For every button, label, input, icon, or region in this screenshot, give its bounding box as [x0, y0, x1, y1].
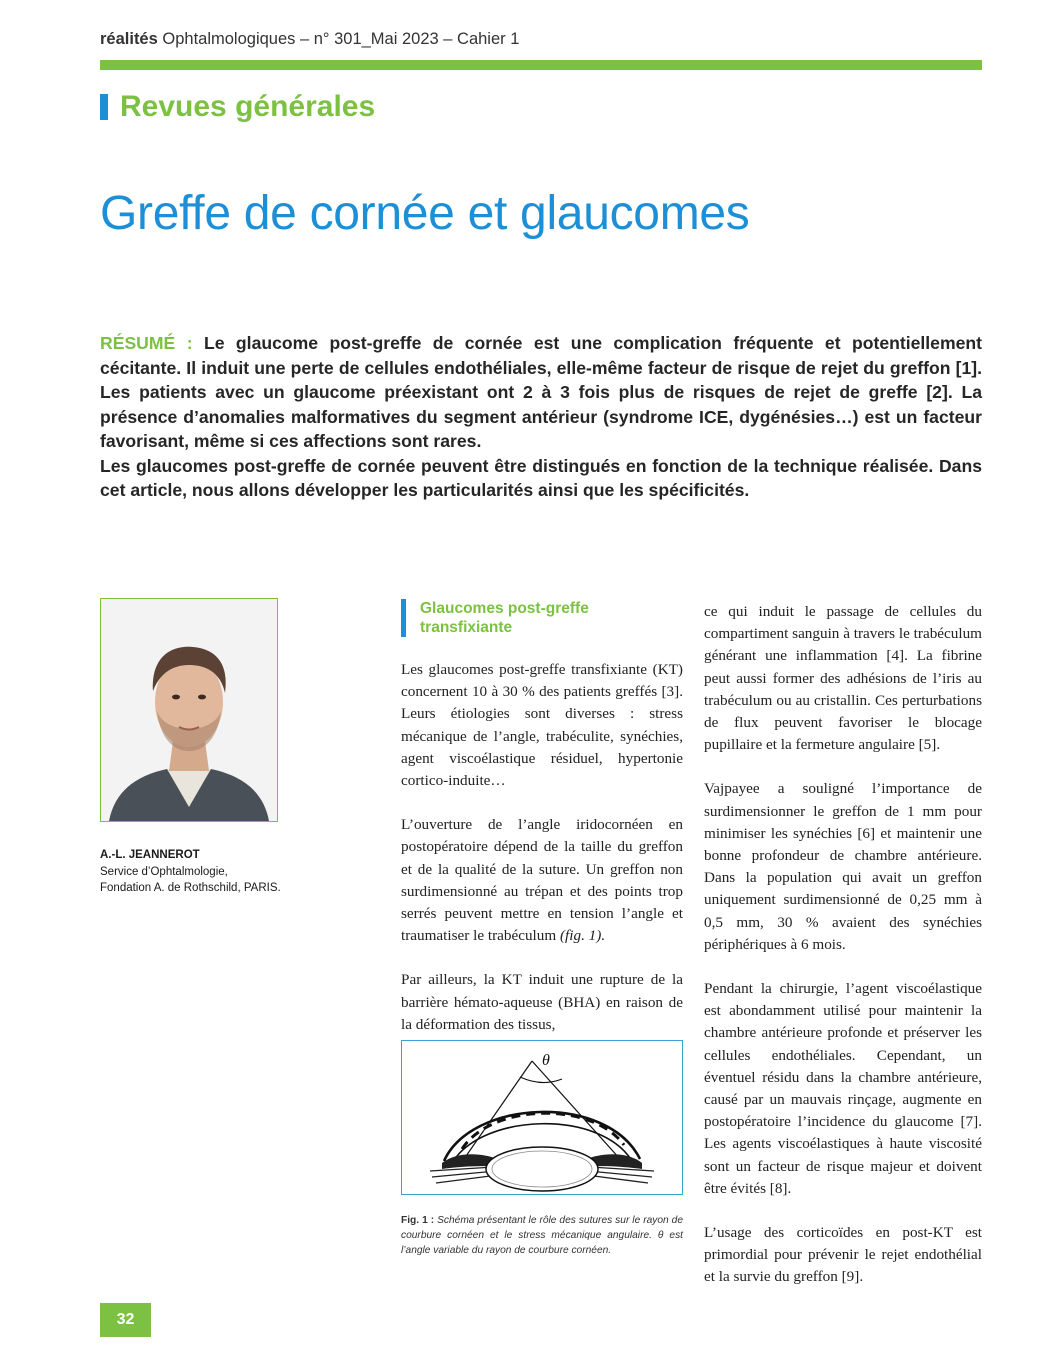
- abstract-text-1: Le glaucome post-greffe de cornée est une complication fréquente et potentiellement cécitante. Il induit une perte de cellules endothéliales, elle-même facteur de risque de rejet du greffon [1]. Les patients avec un glaucome préexistant ont 2 à 3 fois plus de risques de rejet de greffe [2]. La présence d’anomalies malformatives du segment antérieur (syndrome ICE, dygénésies…) est un facteur favorisant, même si ces affections sont rares.: [100, 333, 982, 451]
- body-column-2: [704, 601, 982, 1311]
- figure-caption-label: Fig. 1 :: [401, 1215, 435, 1226]
- col1-paragraph-1: Les glaucomes post-greffe transfixiante (KT) concernent 10 à 30 % des patients greffés [3]. Leurs étiologies sont diverses : stress mécanique de l’angle, trabéculite, synéchies, agent viscoélastique résiduel, hypertonie cortico-induite…: [401, 661, 683, 790]
- subheading-marker: [401, 599, 406, 637]
- col1-paragraph-2: [401, 814, 683, 947]
- figure-caption-text: Schéma présentant le rôle des sutures sur le rayon de courbure cornéen et le stress mécanique angulaire. θ est l’angle variable du rayon de courbure cornéen.: [401, 1215, 683, 1257]
- author-name: A.-L. JEANNEROT: [100, 849, 200, 861]
- col2-paragraph-3: Pendant la chirurgie, l’agent viscoélastique est abondamment utilisé pour maintenir la chambre antérieure profonde et préserver les cellules endothéliales. Cependant, un éventuel résidu dans la chambre antérieure, causé par un mauvais rinçage, augmente en postopératoire l’incidence du glaucome [7]. Les agents viscoélastiques à haute viscosité sont un facteur de risque majeur et doivent être évités [8].: [704, 980, 982, 1197]
- theta-label: θ: [542, 1052, 550, 1069]
- page-number: 32: [100, 1303, 151, 1337]
- abstract: [100, 331, 982, 503]
- abstract-paragraph-2: Les glaucomes post-greffe de cornée peuvent être distingués en fonction de la technique réalisée. Dans cet article, nous allons développer les particularités ainsi que les spécificités.: [100, 455, 982, 500]
- author-affiliation: [100, 865, 281, 896]
- figure-caption: [401, 1213, 683, 1259]
- figure-1: [401, 1040, 683, 1195]
- col2-paragraph-4: L’usage des corticoïdes en post-KT est primordial pour prévenir le rejet endothélial et la survie du greffon [9].: [704, 1224, 982, 1286]
- author-portrait-icon: [101, 599, 277, 821]
- subheading-text: Glaucomes post-greffe transfixiante: [420, 600, 589, 636]
- col1-paragraph-2-text: L’ouverture de l’angle iridocornéen en postopératoire dépend de la taille du greffon et de la qualité de la suture. Un greffon non surdimensionné au trépan et des points trop serrés peuvent mettre en tension l’angle et traumatiser le trabéculum: [401, 816, 683, 945]
- section-marker: [100, 94, 108, 120]
- section-label: [100, 90, 375, 124]
- journal-issue: Ophtalmologiques – n° 301_Mai 2023 – Cahier 1: [162, 30, 520, 48]
- author-photo: [100, 598, 278, 822]
- journal-brand: réalités: [100, 30, 158, 48]
- article-title: Greffe de cornée et glaucomes: [100, 187, 750, 240]
- author-affiliation-line-1: Service d’Ophtalmologie,: [100, 866, 228, 878]
- body-column-1: [401, 659, 683, 1058]
- abstract-paragraph-1: [100, 331, 982, 454]
- col1-paragraph-3: Par ailleurs, la KT induit une rupture de la barrière hémato-aqueuse (BHA) en raison de la déformation des tissus,: [401, 971, 683, 1033]
- figure-reference: (fig. 1).: [559, 927, 606, 945]
- author-affiliation-line-2: Fondation A. de Rothschild, PARIS.: [100, 881, 281, 894]
- abstract-lead: RÉSUMÉ :: [100, 333, 193, 353]
- col2-paragraph-1: ce qui induit le passage de cellules du compartiment sanguin à travers le trabéculum générant une inflammation [4]. La fibrine peut aussi former des adhésions de l’iris au trabéculum ou au cristallin. Ces perturbations de flux peuvent favoriser le blocage pupillaire et la fermeture angulaire [5].: [704, 603, 982, 754]
- col2-paragraph-2: Vajpayee a souligné l’importance de surdimensionner le greffon de 1 mm pour minimiser les synéchies [6] et maintenir une bonne profondeur de chambre antérieure. Dans la population qui avait un greffon uniquement surdimensionné de 0,25 mm à 0,5 mm, 30 % avaient des synéchies périphériques à 6 mois.: [704, 780, 982, 953]
- subheading: [401, 599, 640, 637]
- header-rule: [100, 60, 982, 70]
- running-header: [100, 30, 982, 49]
- section-label-text: Revues générales: [120, 90, 376, 123]
- cornea-diagram: [402, 1041, 681, 1193]
